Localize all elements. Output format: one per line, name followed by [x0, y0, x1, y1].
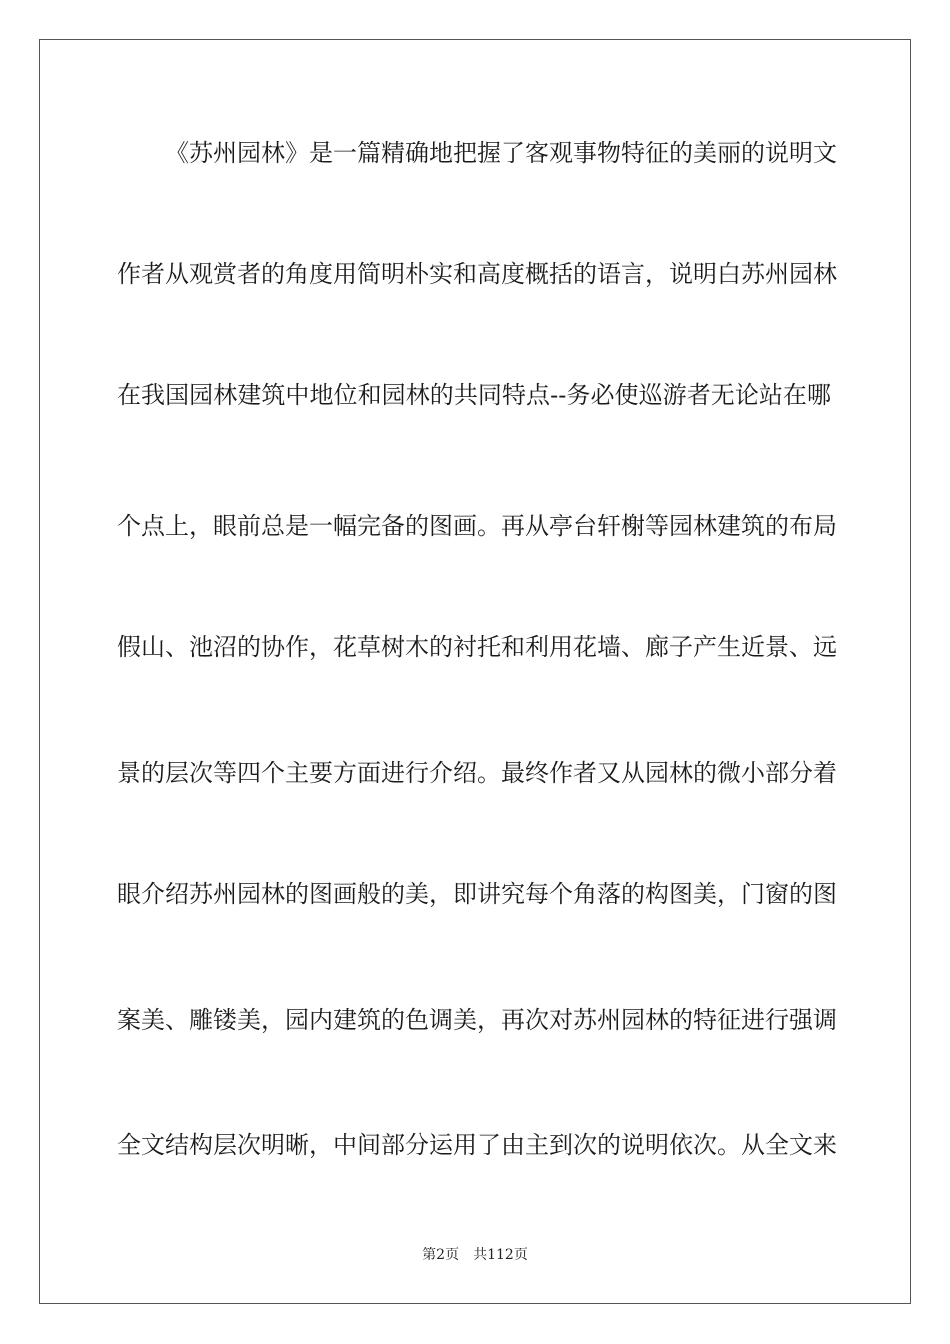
paragraph-line: 全文结构层次明晰，中间部分运用了由主到次的说明依次。从全文来: [117, 1131, 837, 1159]
paragraph-line: 个点上，眼前总是一幅完备的图画。再从亭台轩榭等园林建筑的布局: [117, 512, 837, 540]
page-border: [39, 39, 911, 1304]
paragraph-line: 在我国园林建筑中地位和园林的共同特点--务必使巡游者无论站在哪: [117, 381, 831, 409]
paragraph-line: 《苏州园林》是一篇精确地把握了客观事物特征的美丽的说明文: [165, 139, 837, 167]
paragraph-line: 假山、池沼的协作，花草树木的衬托和利用花墙、廊子产生近景、远: [117, 633, 837, 661]
paragraph-line: 眼介绍苏州园林的图画般的美，即讲究每个角落的构图美，门窗的图: [117, 880, 837, 908]
paragraph-line: 作者从观赏者的角度用简明朴实和高度概括的语言，说明白苏州园林: [117, 260, 837, 288]
page-number: 第2页: [422, 1247, 460, 1263]
paragraph-line: 案美、雕镂美，园内建筑的色调美，再次对苏州园林的特征进行强调: [117, 1006, 837, 1034]
paragraph-line: 景的层次等四个主要方面进行介绍。最终作者又从园林的微小部分着: [117, 759, 837, 787]
page-total: 共112页: [473, 1247, 528, 1263]
page-footer: [0, 1246, 950, 1264]
